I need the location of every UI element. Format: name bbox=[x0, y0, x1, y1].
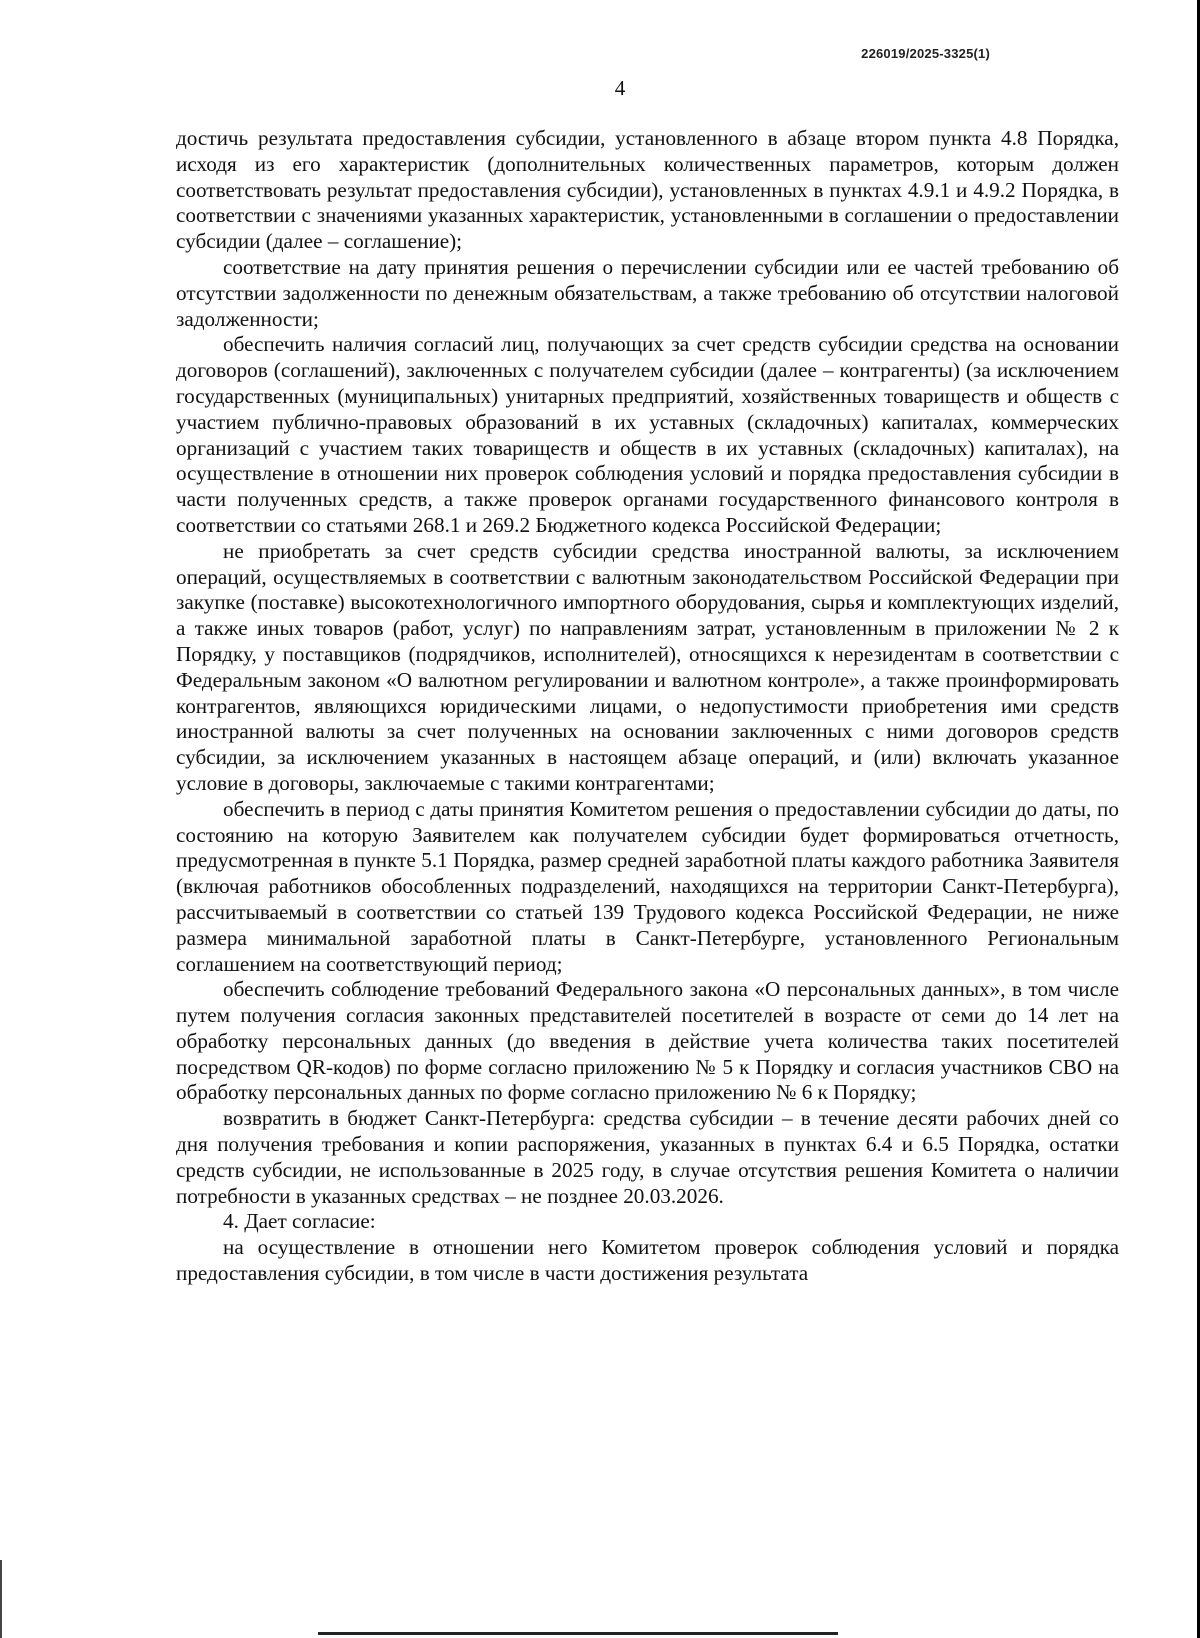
scan-border-bottom bbox=[318, 1632, 838, 1635]
scan-border-left bbox=[0, 1560, 2, 1638]
page-number: 4 bbox=[614, 76, 626, 100]
document-body bbox=[176, 126, 1119, 1287]
document-registration-number: 226019/2025-3325(1) bbox=[861, 46, 990, 61]
paragraph: обеспечить в период с даты принятия Комитетом решения о предоставлении субсидии до даты, по состоянию на которую Заявителем как получателем субсидии будет формироваться отчетность, предусмотренная в пункте 5.1 Порядка, размер средней заработной платы каждого работника Заявителя (включая работников обособленных подразделений, находящихся на территории Санкт-Петербурга), рассчитываемый в соответствии со статьей 139 Трудового кодекса Российской Федерации, не ниже размера минимальной заработной платы в Санкт-Петербурге, установленного Региональным соглашением на соответствующий период; bbox=[176, 796, 1119, 976]
paragraph: на осуществление в отношении него Комитетом проверок соблюдения условий и порядка предоставления субсидии, в том числе в части достижения результата bbox=[176, 1235, 1119, 1286]
section-heading: 4. Дает согласие: bbox=[223, 1209, 376, 1234]
paragraph: достичь результата предоставления субсидии, установленного в абзаце втором пункта 4.8 Порядка, исходя из его характеристик (дополнительных количественных параметров, которым должен соответствовать результат предоставления субсидии), установленных в пунктах 4.9.1 и 4.9.2 Порядка, в соответствии с значениями указанных характеристик, установленными в соглашении о предоставлении субсидии (далее – соглашение); bbox=[176, 126, 1119, 254]
paragraph: не приобретать за счет средств субсидии средства иностранной валюты, за исключением операций, осуществляемых в соответствии с валютным законодательством Российской Федерации при закупке (поставке) высокотехнологичного импортного оборудования, сырья и комплектующих изделий, а также иных товаров (работ, услуг) по направлениям затрат, установленным в приложении № 2 к Порядку, у поставщиков (подрядчиков, исполнителей), относящихся к нерезидентам в соответствии с Федеральным законом «О валютном регулировании и валютном контроле», а также проинформировать контрагентов, являющихся юридическими лицами, о недопустимости приобретения ими средств иностранной валюты за счет полученных на основании заключенных с ними договоров средств субсидии, за исключением указанных в настоящем абзаце операций, и (или) включать указанное условие в договоры, заключаемые с такими контрагентами; bbox=[176, 538, 1119, 795]
paragraph: обеспечить соблюдение требований Федерального закона «О персональных данных», в том числе путем получения согласия законных представителей посетителей в возрасте от семи до 14 лет на обработку персональных данных (до введения в действие учета количества таких посетителей посредством QR-кодов) по форме согласно приложению № 5 к Порядку и согласия участников СВО на обработку персональных данных по форме согласно приложению № 6 к Порядку; bbox=[176, 977, 1119, 1105]
paragraph: обеспечить наличия согласий лиц, получающих за счет средств субсидии средства на основании договоров (соглашений), заключенных с получателем субсидии (далее – контрагенты) (за исключением государственных (муниципальных) унитарных предприятий, хозяйственных товариществ и обществ с участием публично-правовых образований в их уставных (складочных) капиталах, коммерческих организаций с участием таких товариществ и обществ в их уставных (складочных) капиталах), на осуществление в отношении них проверок соблюдения условий и порядка предоставления субсидии в части полученных средств, а также проверок органами государственного финансового контроля в соответствии со статьями 268.1 и 269.2 Бюджетного кодекса Российской Федерации; bbox=[176, 332, 1119, 537]
paragraph: возвратить в бюджет Санкт-Петербурга: средства субсидии – в течение десяти рабочих дней со дня получения требования и копии распоряжения, указанных в пунктах 6.4 и 6.5 Порядка, остатки средств субсидии, не использованные в 2025 году, в случае отсутствия решения Комитета о наличии потребности в указанных средствах – не позднее 20.03.2026. bbox=[176, 1106, 1119, 1208]
paragraph: соответствие на дату принятия решения о перечислении субсидии или ее частей требованию об отсутствии задолженности по денежным обязательствам, а также требованию об отсутствии налоговой задолженности; bbox=[176, 254, 1119, 331]
